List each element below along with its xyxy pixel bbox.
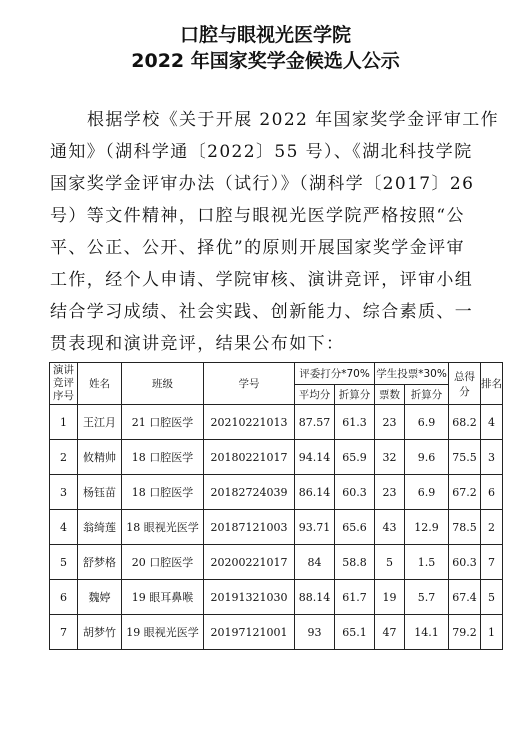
cell-votes: 47 <box>375 615 405 650</box>
cell-converted: 61.3 <box>335 405 375 440</box>
cell-rank: 5 <box>481 580 503 615</box>
header-student-vote: 学生投票*30% <box>375 363 449 385</box>
cell-converted: 65.9 <box>335 440 375 475</box>
table-row <box>50 510 503 545</box>
cell-converted-votes: 6.9 <box>405 405 449 440</box>
body-line: 国家奖学金评审办法（试行）》（湖科学〔2017〕26 <box>50 174 475 194</box>
cell-average: 93 <box>295 615 335 650</box>
cell-total: 75.5 <box>449 440 481 475</box>
cell-student-id: 20210221013 <box>204 405 295 440</box>
table-row <box>50 405 503 440</box>
body-line: 平、公正、公开、择优”的原则开展国家奖学金评审 <box>50 238 465 258</box>
cell-converted-votes: 9.6 <box>405 440 449 475</box>
cell-rank: 1 <box>481 615 503 650</box>
cell-class: 18 眼视光医学 <box>122 510 204 545</box>
cell-name: 王江月 <box>78 405 122 440</box>
cell-total: 78.5 <box>449 510 481 545</box>
cell-seq: 2 <box>50 440 78 475</box>
cell-converted: 65.6 <box>335 510 375 545</box>
header-name: 姓名 <box>78 363 122 405</box>
cell-average: 93.71 <box>295 510 335 545</box>
header-votes: 票数 <box>375 385 405 405</box>
cell-converted-votes: 6.9 <box>405 475 449 510</box>
document-title-line-2: 2022 年国家奖学金候选人公示 <box>131 50 400 72</box>
cell-average: 87.57 <box>295 405 335 440</box>
cell-rank: 6 <box>481 475 503 510</box>
cell-seq: 1 <box>50 405 78 440</box>
cell-converted-votes: 12.9 <box>405 510 449 545</box>
cell-class: 19 眼耳鼻喉 <box>122 580 204 615</box>
cell-class: 20 口腔医学 <box>122 545 204 580</box>
cell-name: 翁绮莲 <box>78 510 122 545</box>
cell-rank: 3 <box>481 440 503 475</box>
cell-rank: 7 <box>481 545 503 580</box>
cell-converted: 58.8 <box>335 545 375 580</box>
body-line: 号）等文件精神，口腔与眼视光医学院严格按照“公 <box>50 206 465 226</box>
cell-seq: 6 <box>50 580 78 615</box>
cell-total: 68.2 <box>449 405 481 440</box>
cell-total: 67.2 <box>449 475 481 510</box>
header-total: 总得分 <box>449 363 481 405</box>
cell-converted-votes: 14.1 <box>405 615 449 650</box>
cell-votes: 19 <box>375 580 405 615</box>
cell-total: 60.3 <box>449 545 481 580</box>
cell-seq: 4 <box>50 510 78 545</box>
cell-class: 18 口腔医学 <box>122 440 204 475</box>
header-converted-votes: 折算分 <box>405 385 449 405</box>
header-average: 平均分 <box>295 385 335 405</box>
cell-votes: 32 <box>375 440 405 475</box>
results-table <box>49 362 503 650</box>
header-converted: 折算分 <box>335 385 375 405</box>
cell-average: 86.14 <box>295 475 335 510</box>
header-rank: 排名 <box>481 363 503 405</box>
cell-converted-votes: 1.5 <box>405 545 449 580</box>
table-row <box>50 615 503 650</box>
cell-average: 88.14 <box>295 580 335 615</box>
header-student-id: 学号 <box>204 363 295 405</box>
cell-average: 94.14 <box>295 440 335 475</box>
header-committee-score: 评委打分*70% <box>295 363 375 385</box>
cell-student-id: 20182724039 <box>204 475 295 510</box>
cell-student-id: 20197121001 <box>204 615 295 650</box>
cell-class: 18 口腔医学 <box>122 475 204 510</box>
cell-name: 杨钰苗 <box>78 475 122 510</box>
cell-total: 67.4 <box>449 580 481 615</box>
cell-total: 79.2 <box>449 615 481 650</box>
cell-seq: 7 <box>50 615 78 650</box>
cell-seq: 3 <box>50 475 78 510</box>
table-row <box>50 440 503 475</box>
header-class: 班级 <box>122 363 204 405</box>
cell-student-id: 20187121003 <box>204 510 295 545</box>
table-row <box>50 545 503 580</box>
cell-votes: 5 <box>375 545 405 580</box>
cell-rank: 4 <box>481 405 503 440</box>
table-row <box>50 580 503 615</box>
cell-student-id: 20200221017 <box>204 545 295 580</box>
cell-name: 攸精帅 <box>78 440 122 475</box>
body-line: 根据学校《关于开展 2022 年国家奖学金评审工作 <box>87 110 500 130</box>
cell-name: 舒梦格 <box>78 545 122 580</box>
cell-converted: 60.3 <box>335 475 375 510</box>
cell-average: 84 <box>295 545 335 580</box>
body-line: 结合学习成绩、社会实践、创新能力、综合素质、一 <box>50 302 474 322</box>
cell-votes: 23 <box>375 405 405 440</box>
body-line: 贯表现和演讲竞评，结果公布如下： <box>50 334 345 354</box>
header-seq: 演讲 竞评 序号 <box>50 363 78 405</box>
cell-votes: 23 <box>375 475 405 510</box>
body-paragraph <box>50 104 500 360</box>
body-line: 工作，经个人申请、学院审核、演讲竞评，评审小组 <box>50 270 474 290</box>
cell-seq: 5 <box>50 545 78 580</box>
cell-converted: 61.7 <box>335 580 375 615</box>
body-line: 通知》（湖科学通〔2022〕55 号）、《湖北科技学院 <box>50 142 473 162</box>
cell-class: 21 口腔医学 <box>122 405 204 440</box>
cell-converted: 65.1 <box>335 615 375 650</box>
cell-rank: 2 <box>481 510 503 545</box>
cell-votes: 43 <box>375 510 405 545</box>
cell-student-id: 20180221017 <box>204 440 295 475</box>
cell-name: 胡梦竹 <box>78 615 122 650</box>
document-title-line-1: 口腔与眼视光医学院 <box>179 24 351 46</box>
cell-student-id: 20191321030 <box>204 580 295 615</box>
table-row <box>50 475 503 510</box>
cell-converted-votes: 5.7 <box>405 580 449 615</box>
cell-class: 19 眼视光医学 <box>122 615 204 650</box>
cell-name: 魏婷 <box>78 580 122 615</box>
